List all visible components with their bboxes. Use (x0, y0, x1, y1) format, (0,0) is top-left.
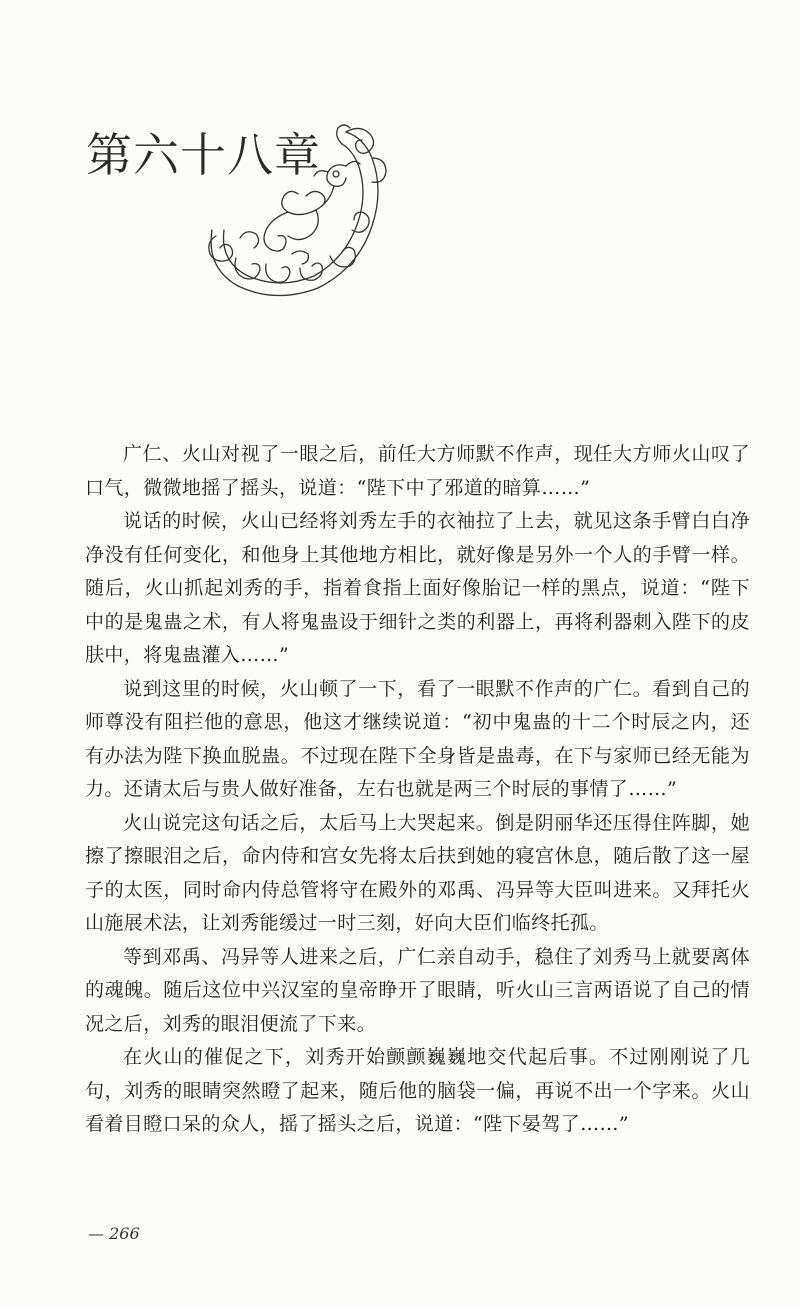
paragraph: 说话的时候，火山已经将刘秀左手的衣袖拉了上去，就见这条手臂白白净净没有任何变化，和他身上其他地方相比，就好像是另外一个人的手臂一样。随后，火山抓起刘秀的手，指着食指上面好像胎记一样的黑点，说道：“陛下中的是鬼蛊之术，有人将鬼蛊设于细针之类的利器上，再将利器刺入陛下的皮肤中，将鬼蛊灌入……” (85, 510, 750, 666)
paragraph: 广仁、火山对视了一眼之后，前任大方师默不作声，现任大方师火山叹了口气，微微地摇了摇头，说道：“陛下中了邪道的暗算……” (85, 443, 750, 499)
body-text (85, 438, 750, 1142)
chapter-title: 第六十八章 (86, 128, 321, 182)
cloud-dragon-ornament-icon (196, 118, 392, 304)
page-number: — 266 (88, 1224, 140, 1243)
paragraph: 在火山的催促之下，刘秀开始颤颤巍巍地交代起后事。不过刚刚说了几句，刘秀的眼睛突然瞪了起来，随后他的脑袋一偏，再说不出一个字来。火山看着目瞪口呆的众人，摇了摇头之后，说道：“陛下晏驾了……” (85, 1046, 750, 1135)
paragraph: 说到这里的时候，火山顿了一下，看了一眼默不作声的广仁。看到自己的师尊没有阻拦他的意思，他这才继续说道：“初中鬼蛊的十二个时辰之内，还有办法为陛下换血脱蛊。不过现在陛下全身皆是蛊毒，在下与家师已经无能为力。还请太后与贵人做好准备，左右也就是两三个时辰的事情了……” (85, 677, 750, 800)
paragraph: 等到邓禹、冯异等人进来之后，广仁亲自动手，稳住了刘秀马上就要离体的魂魄。随后这位中兴汉室的皇帝睁开了眼睛，听火山三言两语说了自己的情况之后，刘秀的眼泪便流了下来。 (85, 945, 750, 1035)
paragraph: 火山说完这句话之后，太后马上大哭起来。倒是阴丽华还压得住阵脚，她擦了擦眼泪之后，命内侍和宫女先将太后扶到她的寝宫休息，随后散了这一屋子的太医，同时命内侍总管将守在殿外的邓禹、冯异等大臣叫进来。又拜托火山施展术法，让刘秀能缓过一时三刻，好向大臣们临终托孤。 (85, 811, 750, 934)
